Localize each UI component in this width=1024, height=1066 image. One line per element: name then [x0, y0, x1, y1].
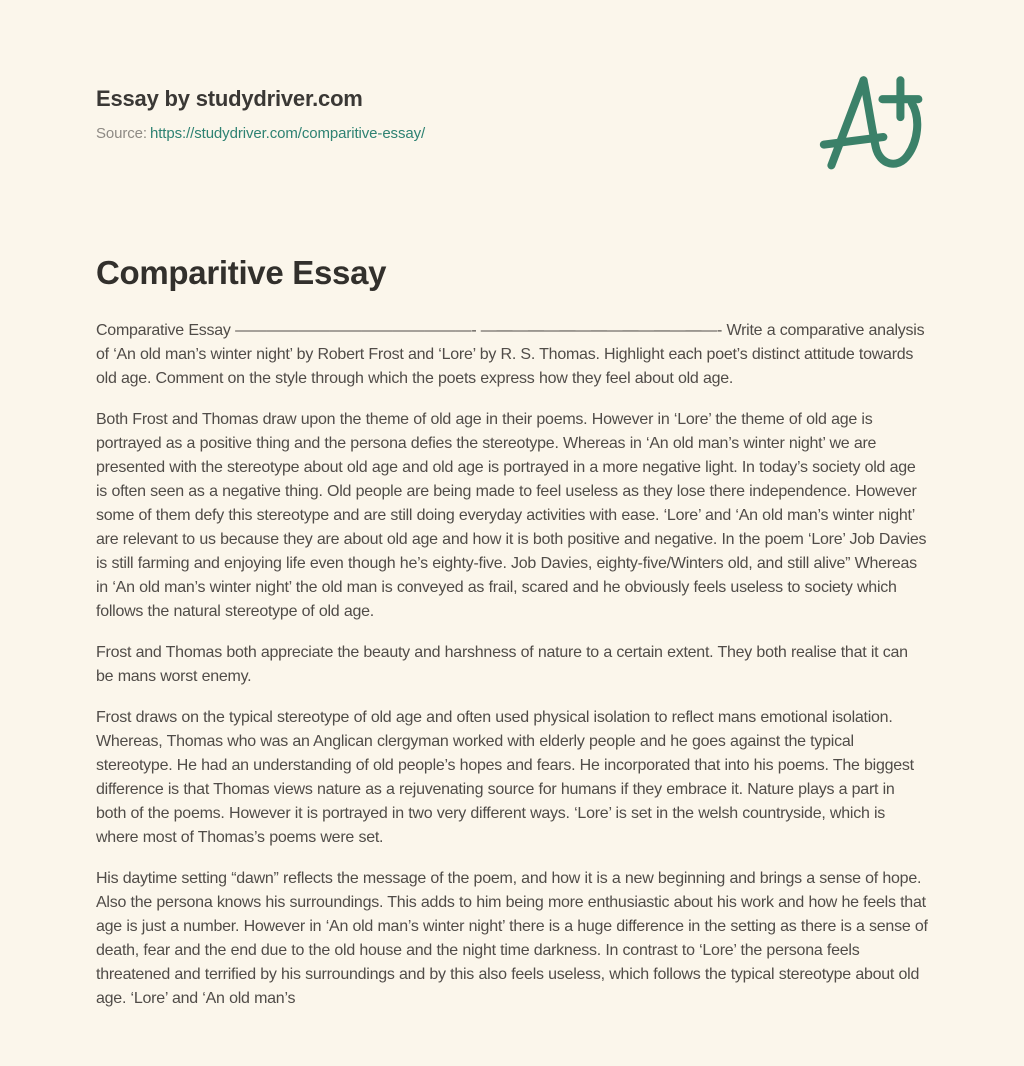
page-header	[96, 86, 928, 142]
essay-paragraph-3: Frost and Thomas both appreciate the beauty and harshness of nature to a certain extent. They both realise that it can be mans worst enemy.	[96, 644, 908, 686]
page-title: Essay by studydriver.com	[96, 86, 363, 111]
essay-title: Comparitive Essay	[96, 254, 387, 292]
studydriver-a-plus-logo-icon	[814, 68, 932, 172]
essay-paragraph-2: Both Frost and Thomas draw upon the theme of old age in their poems. However in ‘Lore’ the theme of old age is portrayed as a positive thing and the persona defies the stereotype. Whereas in ‘An old man’s winter night’ we are presented with the stereotype about old age and old age is portrayed in a more negative light. In today’s society old age is often seen as a negative thing. Old people are being made to feel useless as they lose there independence. However some of them defy this stereotype and are still doing everyday activities with ease. ‘Lore’ and ‘An old man’s winter night’ are relevant to us because they are about old age and how it is both positive and negative. In the poem ‘Lore’ Job Davies is still farming and enjoying life even though he’s eighty-five. Job Davies, eighty-five/Winters old, and still alive” Whereas in ‘An old man’s winter night’ the old man is conveyed as frail, scared and he obviously feels useless to society which follows the natural stereotype of old age.	[96, 411, 927, 621]
essay-paragraph-1: Comparative Essay ———————————————- ———————————————- Write a comparative analysis of ‘An old man’s winter night’ by Robert Frost and ‘Lore’ by R. S. Thomas. Highlight each poet’s distinct attitude towards old age. Comment on the style through which the poets express how they feel about old age.	[96, 322, 925, 388]
essay-body	[96, 319, 928, 1011]
essay-content	[96, 254, 928, 1011]
header-text-block	[96, 86, 928, 142]
source-label: Source:	[96, 125, 147, 143]
source-line	[96, 125, 928, 142]
source-link[interactable]: https://studydriver.com/comparitive-essay/	[150, 125, 426, 143]
essay-paragraph-4: Frost draws on the typical stereotype of old age and often used physical isolation to reflect mans emotional isolation. Whereas, Thomas who was an Anglican clergyman worked with elderly people and he goes against the typical stereotype. He had an understanding of old people’s hopes and fears. He incorporated that into his poems. The biggest difference is that Thomas views nature as a rejuvenating source for humans if they embrace it. Nature plays a part in both of the poems. However it is portrayed in two very different ways. ‘Lore’ is set in the welsh countryside, which is where most of Thomas’s poems were set.	[96, 709, 914, 847]
essay-paragraph-5: His daytime setting “dawn” reflects the message of the poem, and how it is a new beginning and brings a sense of hope. Also the persona knows his surroundings. This adds to him being more enthusiastic about his work and how he feels that age is just a number. However in ‘An old man’s winter night’ there is a huge difference in the setting as there is a sense of death, fear and the end due to the old house and the night time darkness. In contrast to ‘Lore’ the persona feels threatened and terrified by his surroundings and by this also feels useless, which follows the typical stereotype about old age. ‘Lore’ and ‘An old man’s	[96, 870, 928, 1008]
